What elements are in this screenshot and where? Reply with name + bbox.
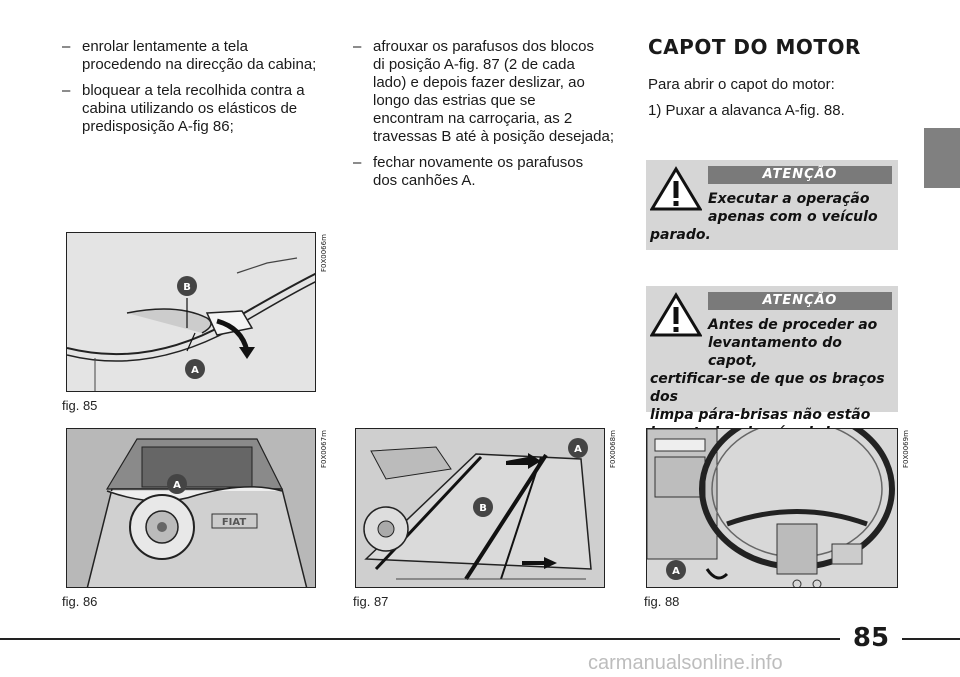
figure-code: F0X0068m	[609, 430, 617, 468]
svg-text:B: B	[183, 282, 191, 293]
footer-rule	[0, 638, 840, 640]
callout-a	[166, 473, 188, 495]
text-line: certificar-se de que os braços dos	[650, 371, 885, 405]
figure-code: F0X0067m	[320, 430, 328, 468]
text-line: predisposição A-fig 86;	[82, 118, 234, 135]
list-item	[353, 154, 623, 190]
text-line: – afrouxar os parafusos dos blocos	[373, 38, 594, 55]
text-line: Executar a operação	[708, 191, 870, 207]
svg-text:A: A	[672, 566, 680, 577]
intro-text: Para abrir o capot do motor:	[648, 76, 835, 93]
page-number: 85	[842, 622, 900, 654]
text-line: longo das estrias que se	[373, 92, 536, 109]
text-line: lado) e depois fazer deslizar, ao	[373, 74, 585, 91]
figure-87-illustration	[355, 428, 605, 588]
figure-85-illustration	[66, 232, 316, 392]
list-item	[62, 38, 342, 74]
text-line: levantamento do capot,	[708, 335, 842, 369]
text-line: di posição A-fig. 87 (2 de cada	[373, 56, 575, 73]
figure-88-illustration	[646, 428, 898, 588]
text-line: procedendo na direcção da cabina;	[82, 56, 317, 73]
callout-a	[665, 559, 687, 581]
list-item	[353, 38, 623, 146]
text-line: cabina utilizando os elásticos de	[82, 100, 298, 117]
list-item	[62, 82, 342, 136]
text-line: limpa pára-brisas não estão	[650, 407, 871, 423]
figure-label: fig. 87	[353, 594, 389, 609]
warning-text	[650, 316, 896, 442]
svg-text:FIAT: FIAT	[221, 517, 247, 528]
text-line: parado.	[650, 227, 711, 243]
svg-text:A: A	[574, 444, 582, 455]
column-2-text	[353, 38, 623, 198]
warning-header: ATENÇÃO	[708, 292, 892, 310]
warning-header: ATENÇÃO	[708, 166, 892, 184]
warning-box	[646, 160, 898, 250]
text-line: dos canhões A.	[373, 172, 476, 189]
text-line: – enrolar lentamente a tela	[82, 38, 248, 55]
text-line: – bloquear a tela recolhida contra a	[82, 82, 305, 99]
callout-a	[567, 437, 589, 459]
column-1-text	[62, 38, 342, 144]
figure-label: fig. 88	[644, 594, 680, 609]
figure-code: F0X0066m	[320, 234, 328, 272]
callout-b	[176, 275, 198, 297]
callout-b	[472, 496, 494, 518]
text-line: apenas com o veículo	[708, 209, 878, 225]
text-line: encontram na carroçaria, as 2	[373, 110, 573, 127]
figure-label: fig. 86	[62, 594, 98, 609]
figure-label: fig. 85	[62, 398, 98, 413]
step-text: 1) Puxar a alavanca A-fig. 88.	[648, 102, 845, 119]
watermark: carmanualsonline.info	[588, 652, 783, 674]
text-line: – fechar novamente os parafusos	[373, 154, 584, 171]
warning-box	[646, 286, 898, 423]
svg-text:A: A	[173, 480, 181, 491]
callout-a	[184, 358, 206, 380]
warning-text	[650, 190, 896, 244]
svg-text:B: B	[479, 503, 487, 514]
figure-86-illustration	[66, 428, 316, 588]
text-line: travessas B até à posição desejada;	[373, 128, 614, 145]
footer-rule	[902, 638, 960, 640]
text-line: Antes de proceder ao	[708, 317, 878, 333]
svg-text:A: A	[191, 365, 199, 376]
thumb-tab	[924, 128, 960, 188]
column-3-text	[648, 34, 908, 128]
section-title: CAPOT DO MOTOR	[648, 35, 861, 59]
figure-code: F0X0069m	[902, 430, 910, 468]
